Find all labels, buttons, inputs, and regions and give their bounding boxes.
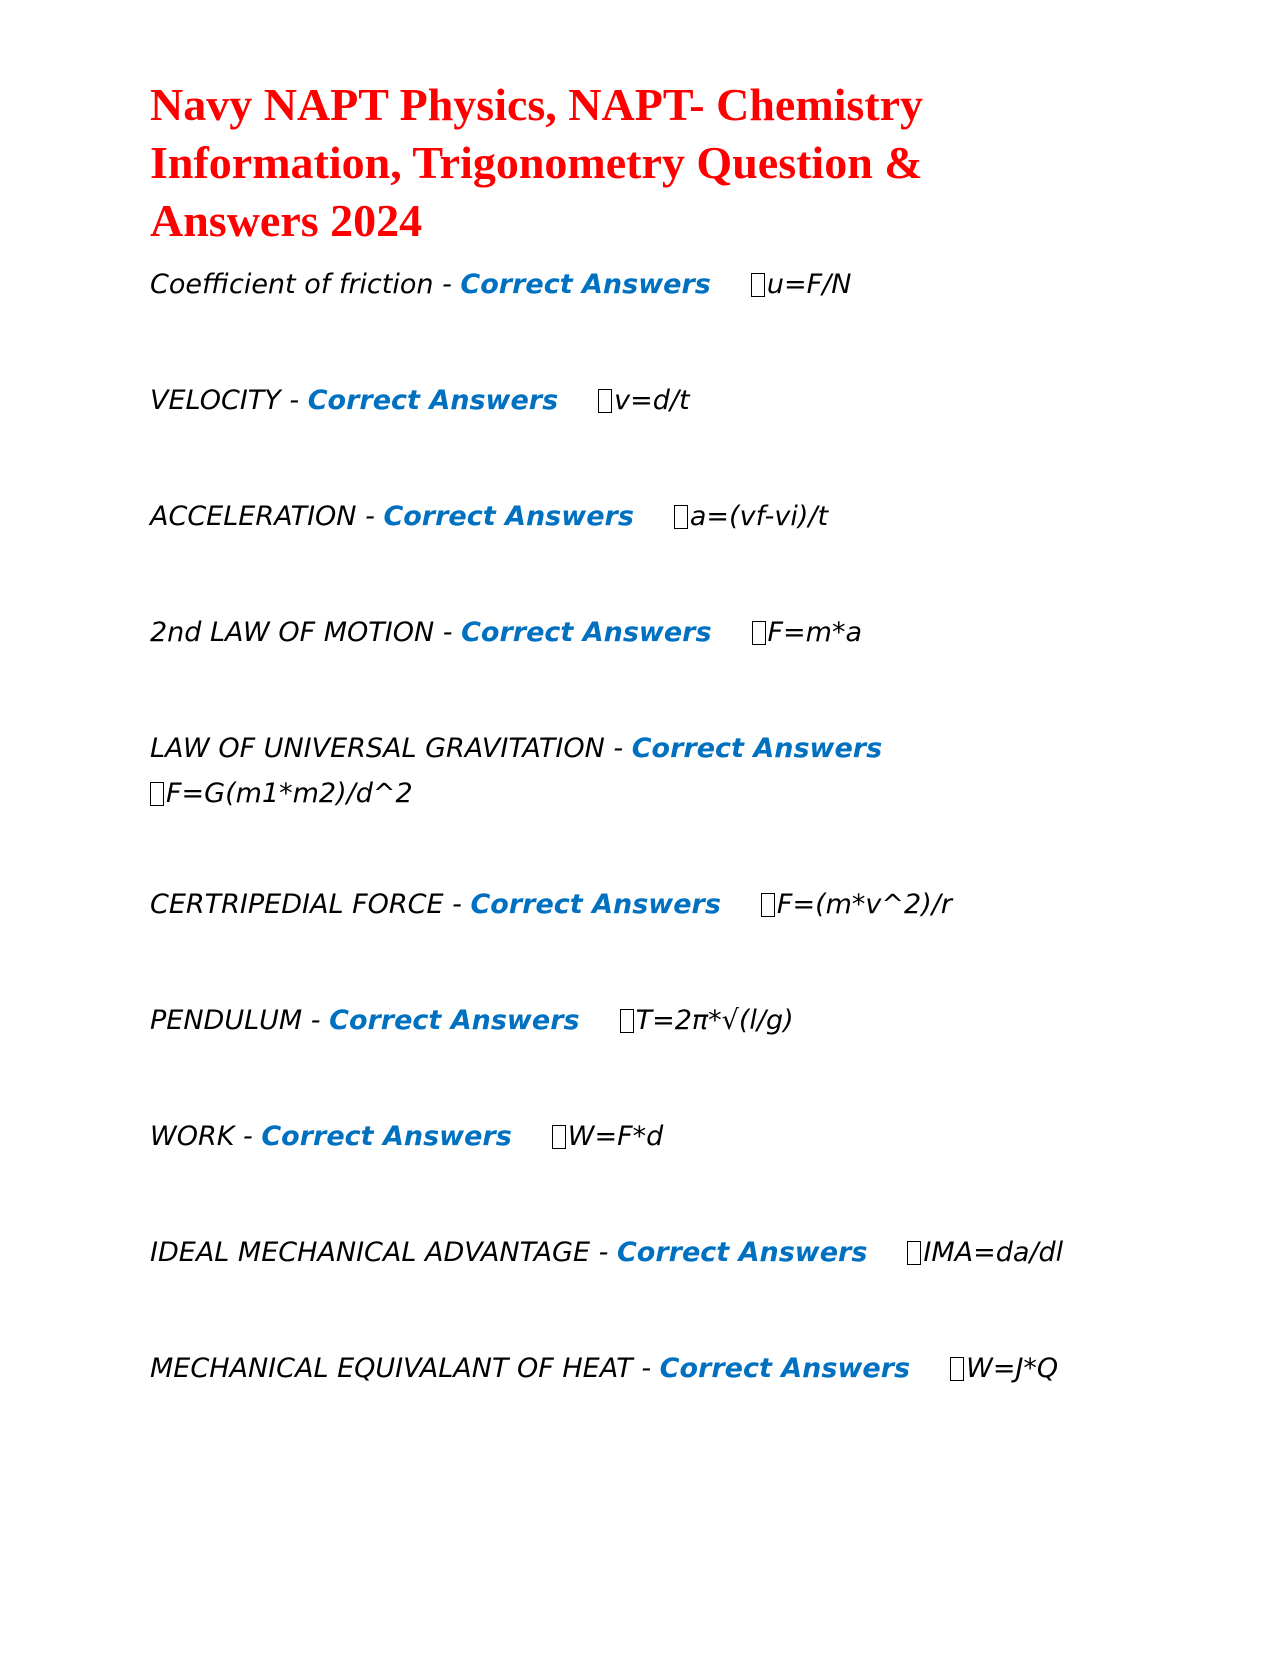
qa-entry [150,494,1150,539]
missing-glyph-icon [752,621,766,645]
missing-glyph-icon [751,273,765,297]
missing-glyph-icon [598,389,612,413]
document-title: Navy NAPT Physics, NAPT- Chemistry Information, Trigonometry Question & Answers 2024 [150,79,924,246]
answer-formula: W=J*Q [966,1353,1059,1384]
answer-formula: T=2π*√(l/g) [635,1005,794,1036]
missing-glyph-icon [907,1241,921,1265]
question-text: CERTRIPEDIAL FORCE [150,889,444,920]
answer-text [761,889,952,920]
qa-entry [150,1346,1150,1391]
separator: - [234,1121,262,1152]
answer-text [150,771,1150,816]
correct-answers-label: Correct Answers [383,501,634,532]
qa-entry [150,1114,1150,1159]
question-text: MECHANICAL EQUIVALANT OF HEAT [150,1353,633,1384]
missing-glyph-icon [620,1009,634,1033]
separator: - [356,501,384,532]
question-text: WORK [150,1121,235,1152]
answer-formula: W=F*d [567,1121,664,1152]
answer-text [751,269,852,300]
answer-text [950,1353,1058,1384]
correct-answers-label: Correct Answers [631,733,883,764]
missing-glyph-icon [950,1357,964,1381]
question-text: 2nd LAW OF MOTION [150,617,435,648]
separator: - [590,1237,617,1268]
missing-glyph-icon [674,505,688,529]
question-text: ACCELERATION [150,501,357,532]
separator: - [443,889,471,920]
qa-entry [150,998,1150,1043]
correct-answers-label: Correct Answers [307,385,559,416]
missing-glyph-icon [761,893,775,917]
correct-answers-label: Correct Answers [461,617,712,648]
separator: - [604,733,632,764]
answer-text [907,1237,1063,1268]
question-text: VELOCITY [150,385,281,416]
correct-answers-label: Correct Answers [261,1121,512,1152]
answer-text [552,1121,664,1152]
correct-answers-label: Correct Answers [460,269,711,300]
separator: - [302,1005,330,1036]
answer-text [674,501,828,532]
separator: - [280,385,308,416]
question-text: LAW OF UNIVERSAL GRAVITATION [150,733,605,764]
answer-formula: F=G(m1*m2)/d^2 [166,778,413,809]
question-text: PENDULUM [150,1005,303,1036]
separator: - [433,269,461,300]
answer-formula: u=F/N [766,269,852,300]
correct-answers-label: Correct Answers [470,889,721,920]
qa-entry [150,1230,1150,1275]
qa-entry [150,882,1150,927]
qa-entry [150,378,1150,423]
answer-formula: v=d/t [614,385,690,416]
correct-answers-label: Correct Answers [329,1005,580,1036]
answer-text [752,617,863,648]
qa-entry [150,262,1150,307]
missing-glyph-icon [552,1125,566,1149]
missing-glyph-icon [150,782,164,806]
separator: - [434,617,462,648]
question-text: Coefficient of friction [150,269,434,300]
answer-text [598,385,689,416]
answer-formula: IMA=da/dl [923,1237,1064,1268]
question-text: IDEAL MECHANICAL ADVANTAGE [150,1237,591,1268]
answer-formula: a=(vf-vi)/t [689,501,829,532]
qa-entry [150,726,1150,816]
correct-answers-label: Correct Answers [616,1237,868,1268]
correct-answers-label: Correct Answers [659,1353,911,1384]
separator: - [632,1353,660,1384]
answer-formula: F=m*a [767,617,863,648]
answer-formula: F=(m*v^2)/r [776,889,952,920]
answer-text [620,1005,794,1036]
qa-entry [150,610,1150,655]
